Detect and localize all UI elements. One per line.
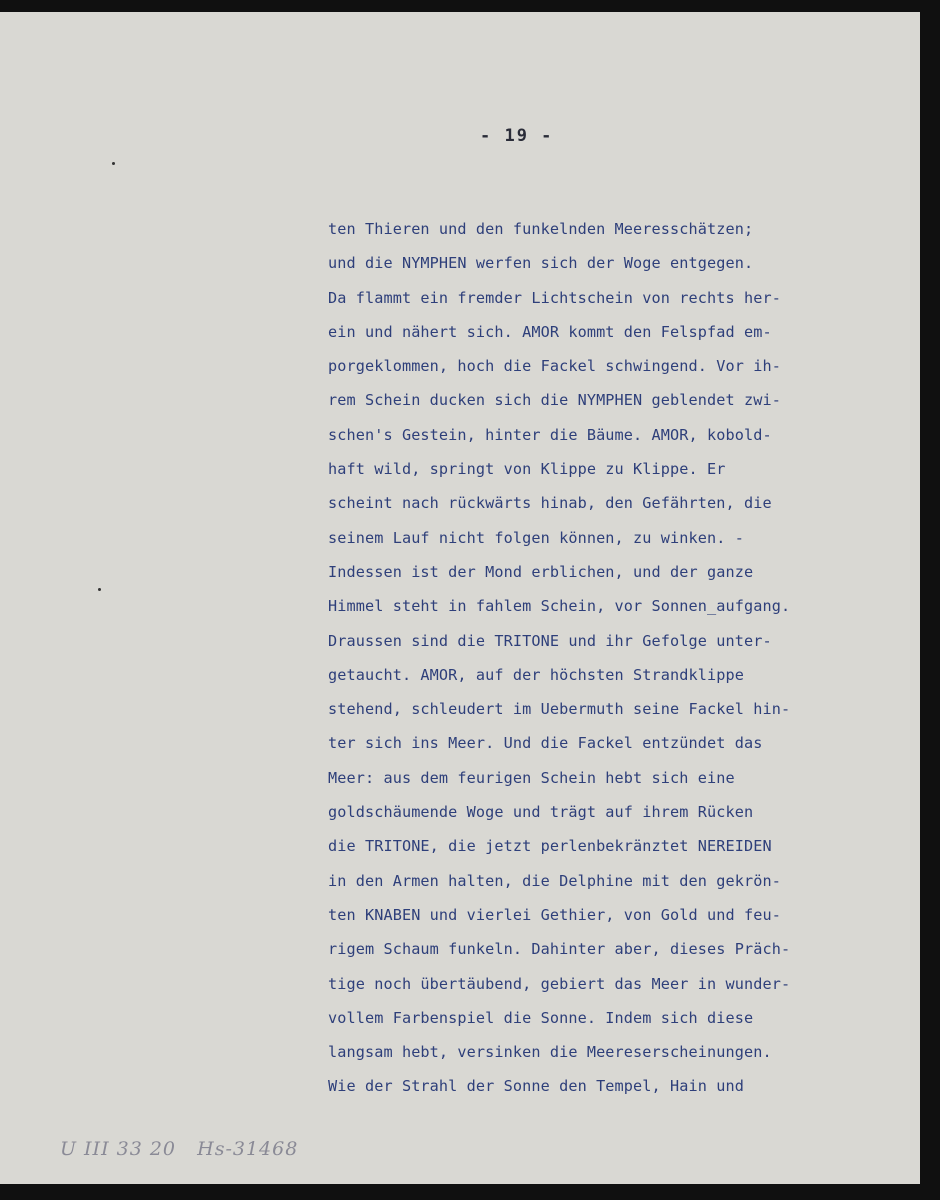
- page-number: - 19 -: [480, 126, 554, 146]
- text-line: die TRITONE, die jetzt perlenbekränztet NEREIDEN: [328, 837, 772, 856]
- text-line: tige noch übertäubend, gebiert das Meer in wunder-: [328, 974, 791, 993]
- text-line: Da flammt ein fremder Lichtschein von rechts her-: [328, 288, 781, 307]
- archive-shelfmark: U III 33 20 Hs-31468: [60, 1138, 299, 1160]
- paper-speck: [112, 162, 115, 165]
- text-line: Wie der Strahl der Sonne den Tempel, Hain und: [328, 1077, 744, 1096]
- text-line: ein und nähert sich. AMOR kommt den Felspfad em-: [328, 322, 772, 341]
- text-line: in den Armen halten, die Delphine mit den gekrön-: [328, 871, 781, 890]
- text-line: goldschäumende Woge und trägt auf ihrem Rücken: [328, 803, 754, 822]
- text-line: Draussen sind die TRITONE und ihr Gefolge unter-: [328, 631, 772, 650]
- scan-border-right: [920, 0, 940, 1200]
- text-line: getaucht. AMOR, auf der höchsten Strandklippe: [328, 665, 744, 684]
- text-line: seinem Lauf nicht folgen können, zu winken. -: [328, 528, 744, 547]
- text-line: ten KNABEN und vierlei Gethier, von Gold und feu-: [328, 905, 781, 924]
- text-line: haft wild, springt von Klippe zu Klippe. Er: [328, 460, 726, 479]
- scan-border-bottom: [0, 1184, 940, 1200]
- text-line: Indessen ist der Mond erblichen, und der ganze: [328, 562, 754, 581]
- text-line: stehend, schleudert im Uebermuth seine Fackel hin-: [328, 700, 791, 719]
- text-line: ten Thieren und den funkelnden Meeresschätzen;: [328, 220, 754, 238]
- text-line: und die NYMPHEN werfen sich der Woge entgegen.: [328, 254, 754, 273]
- scan-border-top: [0, 0, 940, 12]
- text-line: porgeklommen, hoch die Fackel schwingend. Vor ih-: [328, 357, 781, 376]
- text-line: Himmel steht in fahlem Schein, vor Sonnen_aufgang.: [328, 597, 791, 616]
- text-line: rem Schein ducken sich die NYMPHEN geblendet zwi-: [328, 391, 781, 410]
- text-line: vollem Farbenspiel die Sonne. Indem sich diese: [328, 1008, 754, 1027]
- paper-speck: [98, 588, 101, 591]
- text-line: schen's Gestein, hinter die Bäume. AMOR, kobold-: [328, 425, 772, 444]
- text-line: rigem Schaum funkeln. Dahinter aber, dieses Präch-: [328, 940, 791, 959]
- text-line: langsam hebt, versinken die Meereserscheinungen.: [328, 1043, 772, 1062]
- text-line: ter sich ins Meer. Und die Fackel entzündet das: [328, 734, 763, 753]
- text-line: scheint nach rückwärts hinab, den Gefährten, die: [328, 494, 772, 513]
- typed-text-block: [328, 212, 848, 1104]
- text-line: Meer: aus dem feurigen Schein hebt sich eine: [328, 768, 735, 787]
